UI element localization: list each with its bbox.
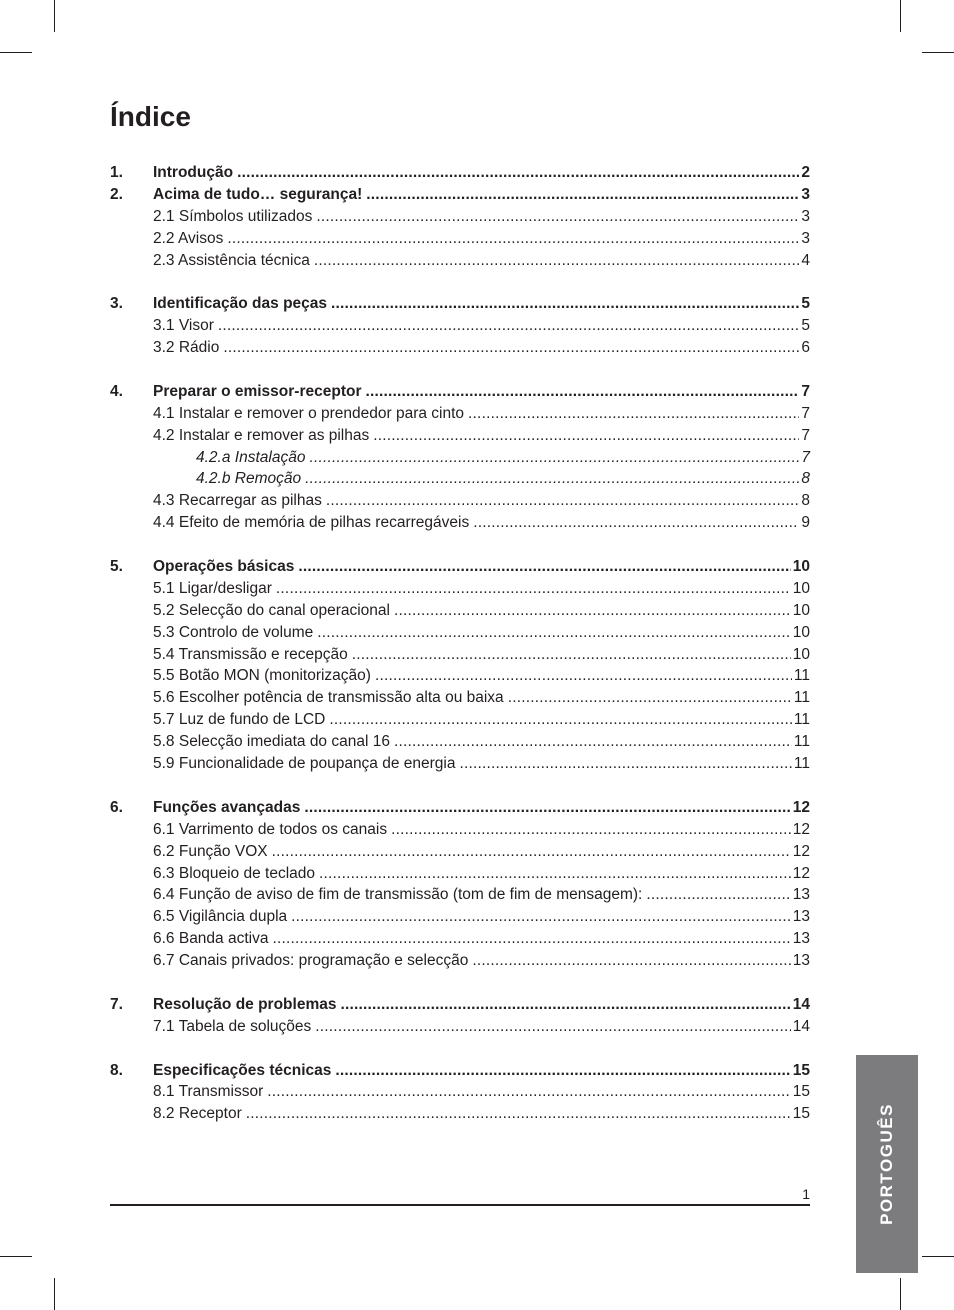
toc-number: 3. xyxy=(110,295,123,313)
toc-entry[interactable] xyxy=(110,425,810,447)
toc-entry[interactable] xyxy=(110,1103,810,1125)
page-title: Índice xyxy=(110,101,191,132)
toc-page: 4 xyxy=(801,251,810,269)
dot-leader xyxy=(331,293,799,315)
toc-page: 5 xyxy=(801,295,810,313)
toc-page: 15 xyxy=(792,1083,810,1101)
dot-leader xyxy=(352,644,791,666)
crop-mark xyxy=(900,0,901,32)
toc-entry[interactable] xyxy=(110,644,810,666)
toc-page: 13 xyxy=(792,908,810,926)
toc-entry[interactable] xyxy=(110,184,810,206)
toc-entry[interactable] xyxy=(110,556,810,578)
toc-page: 14 xyxy=(792,995,810,1013)
dot-leader xyxy=(326,490,800,512)
toc-entry[interactable] xyxy=(110,731,810,753)
toc-entry[interactable] xyxy=(110,1081,810,1103)
toc-label: 5.4 Transmissão e recepção xyxy=(153,645,348,663)
dot-leader xyxy=(319,863,791,885)
dot-leader xyxy=(473,512,799,534)
toc-label: 8.1 Transmissor xyxy=(153,1083,264,1101)
toc-page: 11 xyxy=(793,711,810,729)
crop-mark xyxy=(900,1278,901,1310)
crop-mark xyxy=(54,0,55,32)
toc-label: 8.2 Receptor xyxy=(153,1105,242,1123)
dot-leader xyxy=(272,928,790,950)
toc-page: 6 xyxy=(801,339,810,357)
toc-label: 2.2 Avisos xyxy=(153,229,224,247)
toc-page: 9 xyxy=(801,514,810,532)
toc-number: 6. xyxy=(110,798,123,816)
dot-leader xyxy=(391,819,791,841)
footer-rule xyxy=(110,1204,810,1206)
toc-page: 10 xyxy=(792,601,810,619)
dot-leader xyxy=(373,425,799,447)
dot-leader xyxy=(315,1016,790,1038)
toc-page: 3 xyxy=(801,229,810,247)
toc-label: Funções avançadas xyxy=(153,798,301,816)
toc-entry[interactable] xyxy=(110,162,810,184)
dot-leader xyxy=(291,906,791,928)
toc-page: 7 xyxy=(801,404,810,422)
toc-entry[interactable] xyxy=(110,447,810,469)
toc-entry[interactable] xyxy=(110,797,810,819)
toc-number: 8. xyxy=(110,1061,123,1079)
dot-leader xyxy=(267,1081,790,1103)
toc-label: 5.2 Selecção do canal operacional xyxy=(153,601,390,619)
toc-entry[interactable] xyxy=(110,622,810,644)
toc-entry[interactable] xyxy=(110,1016,810,1038)
toc-label: 5.3 Controlo de volume xyxy=(153,623,314,641)
toc-label: 4.3 Recarregar as pilhas xyxy=(153,492,322,510)
dot-leader xyxy=(335,1060,790,1082)
toc-label: 4.1 Instalar e remover o prendedor para cinto xyxy=(153,404,465,422)
dot-leader xyxy=(218,315,799,337)
dot-leader xyxy=(340,994,790,1016)
dot-leader xyxy=(365,381,799,403)
toc-label: 5.9 Funcionalidade de poupança de energia xyxy=(153,755,456,773)
toc-label: 5.6 Escolher potência de transmissão alta ou baixa xyxy=(153,689,504,707)
toc-label: 4.2 Instalar e remover as pilhas xyxy=(153,426,370,444)
dot-leader xyxy=(227,228,799,250)
toc-page: 7 xyxy=(801,448,810,466)
toc-page: 15 xyxy=(792,1105,810,1123)
toc-label: 5.7 Luz de fundo de LCD xyxy=(153,711,326,729)
toc-entry[interactable] xyxy=(110,1060,810,1082)
toc-page: 13 xyxy=(792,952,810,970)
toc-page: 13 xyxy=(792,930,810,948)
toc-label: 4.2.a Instalação xyxy=(196,448,306,466)
toc-entry[interactable] xyxy=(110,906,810,928)
page-number: 1 xyxy=(802,1186,810,1202)
toc-page: 11 xyxy=(793,755,810,773)
crop-mark xyxy=(0,52,32,53)
language-tab-label: PORTOGUÊS xyxy=(877,1103,896,1225)
dot-leader xyxy=(394,600,791,622)
dot-leader xyxy=(329,709,792,731)
toc-label: Preparar o emissor-receptor xyxy=(153,382,362,400)
toc-entry[interactable] xyxy=(110,250,810,272)
toc-page: 10 xyxy=(792,623,810,641)
toc-label: 4.4 Efeito de memória de pilhas recarregáveis xyxy=(153,514,470,532)
toc-label: Especificações técnicas xyxy=(153,1061,332,1079)
dot-leader xyxy=(223,337,799,359)
dot-leader xyxy=(375,665,792,687)
toc-label: 6.2 Função VOX xyxy=(153,842,268,860)
toc-page: 12 xyxy=(792,820,810,838)
table-of-contents xyxy=(110,162,810,1125)
toc-label: Introdução xyxy=(153,164,234,181)
toc-label: 5.1 Ligar/desligar xyxy=(153,579,272,597)
toc-entry[interactable] xyxy=(110,403,810,425)
dot-leader xyxy=(366,184,799,206)
toc-page: 7 xyxy=(801,382,810,400)
toc-page: 15 xyxy=(792,1061,810,1079)
toc-entry[interactable] xyxy=(110,315,810,337)
dot-leader xyxy=(276,578,791,600)
toc-page: 11 xyxy=(793,733,810,751)
dot-leader xyxy=(304,797,790,819)
dot-leader xyxy=(246,1103,791,1125)
toc-label: Resolução de problemas xyxy=(153,995,337,1013)
toc-label: 6.6 Banda activa xyxy=(153,930,269,948)
toc-label: Acima de tudo… segurança! xyxy=(153,185,363,203)
toc-entry[interactable] xyxy=(110,863,810,885)
toc-entry[interactable] xyxy=(110,600,810,622)
toc-page: 10 xyxy=(792,558,810,576)
toc-page: 11 xyxy=(793,689,810,707)
toc-entry[interactable] xyxy=(110,687,810,709)
toc-number: 4. xyxy=(110,382,123,400)
toc-page: 13 xyxy=(792,886,810,904)
toc-entry[interactable] xyxy=(110,928,810,950)
dot-leader xyxy=(314,250,800,272)
toc-entry[interactable] xyxy=(110,665,810,687)
toc-entry[interactable] xyxy=(110,884,810,906)
dot-leader xyxy=(237,162,799,184)
toc-page: 14 xyxy=(792,1017,810,1035)
toc-label: 2.3 Assistência técnica xyxy=(153,251,310,269)
dot-leader xyxy=(298,556,790,578)
toc-label: Identificação das peças xyxy=(153,295,328,313)
dot-leader xyxy=(317,622,790,644)
toc-number: 5. xyxy=(110,558,123,576)
dot-leader xyxy=(646,884,790,906)
toc-label: 5.5 Botão MON (monitorização) xyxy=(153,667,371,685)
toc-page: 11 xyxy=(793,667,810,685)
toc-page: 2 xyxy=(801,164,810,181)
toc-label: 5.8 Selecção imediata do canal 16 xyxy=(153,733,390,751)
dot-leader xyxy=(508,687,792,709)
toc-page: 3 xyxy=(801,207,810,225)
crop-mark xyxy=(922,52,954,53)
toc-label: 6.7 Canais privados: programação e selecção xyxy=(153,952,469,970)
toc-page: 12 xyxy=(792,842,810,860)
dot-leader xyxy=(468,403,799,425)
toc-entry[interactable] xyxy=(110,490,810,512)
toc-label: 6.1 Varrimento de todos os canais xyxy=(153,820,388,838)
toc-page: 10 xyxy=(792,579,810,597)
toc-page: 8 xyxy=(801,492,810,510)
toc-label: 4.2.b Remoção xyxy=(196,470,302,488)
toc-page: 12 xyxy=(792,864,810,882)
crop-mark xyxy=(54,1278,55,1310)
toc-label: 7.1 Tabela de soluções xyxy=(153,1017,312,1035)
dot-leader xyxy=(394,731,792,753)
toc-entry[interactable] xyxy=(110,228,810,250)
toc-label: 6.3 Bloqueio de teclado xyxy=(153,864,316,882)
toc-label: Operações básicas xyxy=(153,558,295,576)
toc-number: 7. xyxy=(110,995,123,1013)
dot-leader xyxy=(460,753,792,775)
toc-label: 3.1 Visor xyxy=(153,317,214,335)
toc-entry[interactable] xyxy=(110,578,810,600)
toc-label: 6.5 Vigilância dupla xyxy=(153,908,288,926)
toc-page: 7 xyxy=(801,426,810,444)
toc-number: 2. xyxy=(110,185,123,203)
toc-entry[interactable] xyxy=(110,841,810,863)
toc-entry[interactable] xyxy=(110,337,810,359)
toc-entry[interactable] xyxy=(110,512,810,534)
dot-leader xyxy=(305,468,799,490)
language-tab xyxy=(856,1055,918,1273)
toc-entry[interactable] xyxy=(110,709,810,731)
toc-page: 10 xyxy=(792,645,810,663)
dot-leader xyxy=(272,841,791,863)
toc-entry[interactable] xyxy=(110,293,810,315)
dot-leader xyxy=(309,447,799,469)
toc-label: 6.4 Função de aviso de fim de transmissão (tom de fim de mensagem): xyxy=(153,886,643,904)
toc-label: 2.1 Símbolos utilizados xyxy=(153,207,313,225)
toc-entry[interactable] xyxy=(110,950,810,972)
crop-mark xyxy=(0,1256,32,1257)
dot-leader xyxy=(316,206,799,228)
toc-page: 8 xyxy=(801,470,810,488)
toc-entry[interactable] xyxy=(110,753,810,775)
toc-page: 5 xyxy=(801,317,810,335)
toc-number: 1. xyxy=(110,164,123,181)
toc-entry[interactable] xyxy=(110,381,810,403)
toc-entry[interactable] xyxy=(110,819,810,841)
toc-entry[interactable] xyxy=(110,206,810,228)
toc-label: 3.2 Rádio xyxy=(153,339,220,357)
dot-leader xyxy=(472,950,790,972)
toc-entry[interactable] xyxy=(110,468,810,490)
crop-mark xyxy=(922,1256,954,1257)
toc-page: 12 xyxy=(792,798,810,816)
toc-page: 3 xyxy=(801,185,810,203)
toc-entry[interactable] xyxy=(110,994,810,1016)
